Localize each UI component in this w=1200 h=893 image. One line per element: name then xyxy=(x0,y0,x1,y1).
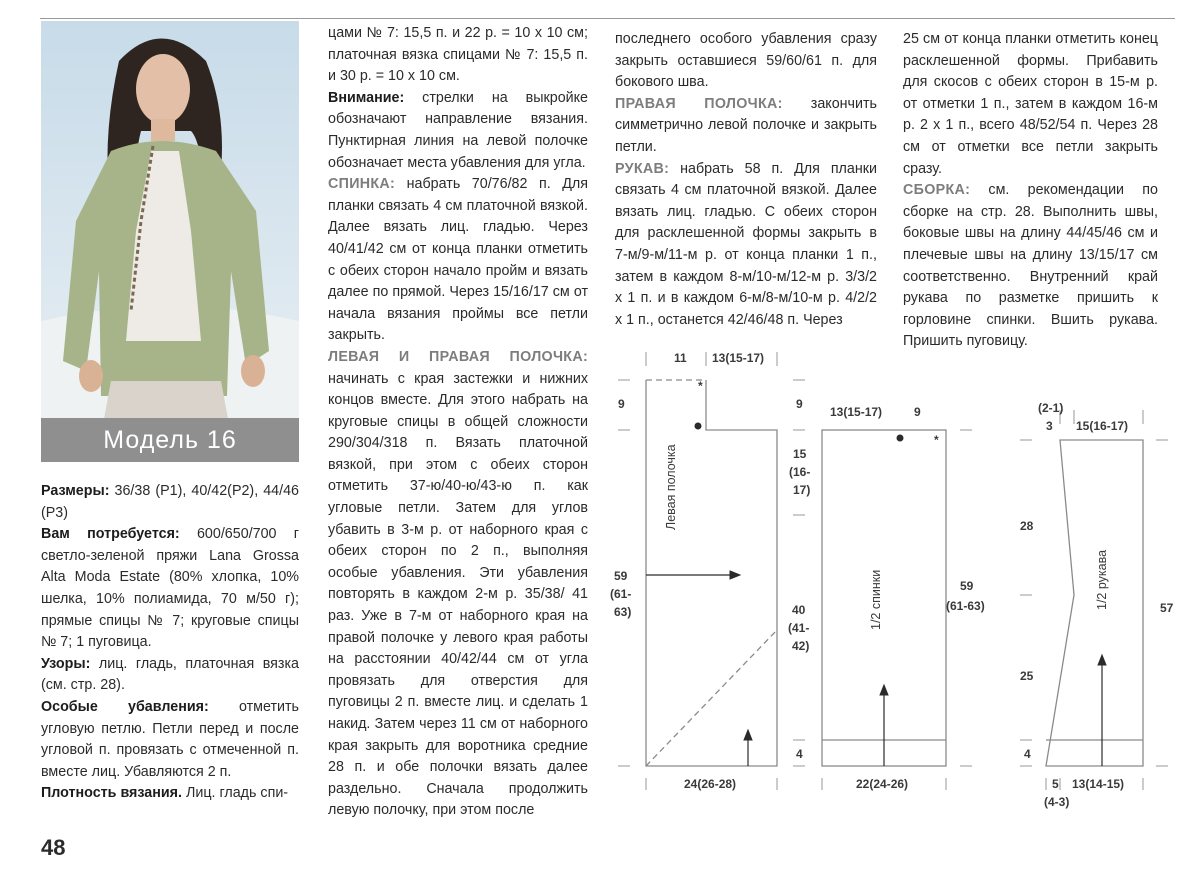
gauge-text: Лиц. гладь спи- xyxy=(182,785,289,802)
patterns-paragraph xyxy=(41,654,299,697)
patterns-label: Узоры: xyxy=(41,655,91,672)
front-left-dim-b: (61- xyxy=(610,587,632,601)
front-outline xyxy=(646,380,777,766)
sleeve-top-dim-b: 3 xyxy=(1046,419,1053,433)
materials-paragraph xyxy=(41,524,299,654)
front-bottom-dim: 24(26-28) xyxy=(684,777,737,791)
band-dim: 4 xyxy=(796,747,803,761)
sleeve-top-dim-a: (2-1) xyxy=(1038,401,1064,415)
sleeve-bottom-dim-a: 5 xyxy=(1052,777,1059,791)
model-caption: Модель 16 xyxy=(41,418,299,462)
front-arrow xyxy=(730,571,740,579)
sleeve-right-dim: 57 xyxy=(1160,601,1174,615)
attention-paragraph xyxy=(328,88,588,174)
gauge-paragraph xyxy=(41,783,299,805)
assembly-heading: СБОРКА: xyxy=(903,182,971,199)
front-right-dim-b: (41- xyxy=(788,621,810,635)
back-text: набрать 70/76/82 п. Для планки связать 4 см платочной вязкой. Далее вязать лиц. гладью. Через 40/41/42 см от конца планки отметить с обеих сторон начало пройм и вязать далее по прямой. Через 15/16/17 см от начала вязания проймы все петли закрыть. xyxy=(328,176,588,344)
front-top-left-dim: 11 xyxy=(674,351,687,365)
materials-text: 600/650/700 г светло-зеленой пряжи Lana Grossa Alta Moda Estate (80% хлопка, 10% шелка, 10% полиамида, 70 м/50 г); прямые спицы № 7; круговые спицы № 7; 1 пуговица. xyxy=(41,526,299,651)
armhole-dim-a: 15 xyxy=(793,447,807,461)
back-bottom-dim: 22(24-26) xyxy=(856,777,909,791)
front-left-dim-a: 59 xyxy=(614,569,628,583)
sleeve-text: набрать 58 п. Для планки связать 4 см платочной вязкой. Далее вязать лиц. гладью. С обеих сторон для расклешенной формы закрыть в 7-м/9-м/11-м р. от конца планки 1 п., затем в каждом 8-м/10-м/12-м р. 3/3/2 х 1 п. и в каждом 6-м/8-м/10-м р. 4/2/2 х 1 п., останется 42/46/48 п. Через xyxy=(615,160,877,328)
sleeve-heading: РУКАВ: xyxy=(615,160,670,177)
back-up-arrow xyxy=(880,685,888,695)
front-right-dim-a: 40 xyxy=(792,603,806,617)
assembly-paragraph xyxy=(903,180,1158,353)
back-heading: СПИНКА: xyxy=(328,176,396,193)
back-right-dim-b: (61-63) xyxy=(946,599,985,613)
fronts-heading: ЛЕВАЯ И ПРАВАЯ ПОЛОЧКА: xyxy=(328,348,588,365)
front-up-arrow xyxy=(744,730,752,740)
assembly-text: см. рекомендации по сборке на стр. 28. Выполнить швы, боковые швы на длину 44/45/46 см и плечевые швы на длину 13/15/17 см соответственно. Внутренний край рукава по разметке пришить к горловине спинки. Вшить рукава. Пришить пуговицу. xyxy=(903,182,1158,350)
gauge-continued: цами № 7: 15,5 п. и 22 р. = 10 х 10 см; платочная вязка спицами № 7: 15,5 п. и 30 р. = 10 х 10 см. xyxy=(328,25,588,85)
back-right-dim-a: 59 xyxy=(960,579,974,593)
front-star: * xyxy=(698,379,703,393)
gauge-label: Плотность вязания. xyxy=(41,785,182,802)
front-piece-label: Левая полочка xyxy=(664,444,678,530)
fronts-paragraph xyxy=(328,347,588,822)
sizes-text: 36/38 (Р1), 40/42(Р2), 44/46 (Р3) xyxy=(41,483,299,521)
sleeve-top-dim-c: 15(16-17) xyxy=(1076,419,1129,433)
sleeve-up-arrow xyxy=(1098,655,1106,665)
fronts-text: начинать с края застежки и нижних концов вместе. Для этого набрать на круговые спицы в общей сложности 290/304/318 п. Вязать платочной вязкой, при этом с обеих сторон отметить 37-ю/40-ю/43-ю п. как угловые петли. Затем для углов убавить в 3-м р. от наборного края с обеих сторон по 2 п., выполняя особые убавления. Эти убавления повторять в каждом 2-м р. 35/38/ 41 раз. Уже в 7-м от наборного края на правой полочке у левого края работы на расстоянии 40/42/44 см от угла провязать для отверстия для пуговицы 2 п. вместе лиц. и сделать 1 накид. Затем через 11 см от наборного края закрыть для воротника средние 28 п. и обе полочки вязать далее раздельно. Сначала продолжить левую полочку, при этом после xyxy=(328,370,588,819)
decreases-text: отметить угловую петлю. Петли перед и после угловой п. провязать с отмеченной п. вместе лиц. Убавляются 2 п. xyxy=(41,698,299,780)
front-right-dim-c: 42) xyxy=(792,639,810,653)
right-front-heading: ПРАВАЯ ПОЛОЧКА: xyxy=(615,95,783,112)
page-number: 48 xyxy=(41,835,66,860)
back-piece-label: 1/2 спинки xyxy=(869,569,883,630)
fronts-continued: последнего особого убавления сразу закрыть оставшиеся 59/60/61 п. для бокового шва. xyxy=(615,31,877,91)
front-left-dim-c: 63) xyxy=(614,605,632,619)
sleeve-continued: 25 см от конца планки отметить конец расклешенной формы. Прибавить для скосов с обеих сторон в 15-м р. от отметки 1 п., затем в каждом 16-м р. 2 х 1 п., всего 48/52/54 п. Через 28 см от отметки все петли закрыть сразу. xyxy=(903,31,1158,177)
materials-label: Вам потребуется: xyxy=(41,526,180,543)
attention-text: стрелки на выкройке обозначают направление вязания. Пунктирная линия на левой полочке обозначает места убавления для угла. xyxy=(328,89,588,171)
armhole-dim-c: 17) xyxy=(793,483,811,497)
column-4 xyxy=(903,29,1158,353)
sleeve-bottom-dim-b: 13(14-15) xyxy=(1072,777,1125,791)
armhole-dim-b: (16- xyxy=(789,465,811,479)
model-photo xyxy=(41,21,299,462)
patterns-text: лиц. гладь, платочная вязка (см. стр. 28). xyxy=(41,655,299,694)
front-left-top-dim: 9 xyxy=(618,397,625,411)
armhole-top-dim: 9 xyxy=(796,397,803,411)
attention-label: Внимание: xyxy=(328,89,405,106)
sleeve-bottom-dim-c: (4-3) xyxy=(1044,795,1070,809)
back-paragraph xyxy=(328,174,588,347)
sleeve-piece-label: 1/2 рукава xyxy=(1095,549,1109,610)
back-marker-dot xyxy=(897,435,903,441)
right-front-paragraph xyxy=(615,94,877,159)
sizes-label: Размеры: xyxy=(41,483,110,499)
sizes-paragraph xyxy=(41,481,299,524)
back-top-right-dim: 9 xyxy=(914,405,921,419)
top-rule xyxy=(40,18,1175,19)
sleeve-paragraph xyxy=(615,159,877,332)
pattern-schematics xyxy=(600,340,1190,820)
model-illustration xyxy=(41,21,299,462)
back-star: * xyxy=(934,433,939,447)
front-top-right-dim: 13(15-17) xyxy=(712,351,765,365)
right-front-text: закончить симметрично левой полочке и закрыть петли. xyxy=(615,95,877,155)
sleeve-left-dim-25: 25 xyxy=(1020,669,1034,683)
column-3 xyxy=(615,29,877,331)
decreases-paragraph xyxy=(41,697,299,783)
front-diagonal-dashed xyxy=(646,630,777,766)
back-top-left-dim: 13(15-17) xyxy=(830,405,883,419)
front-marker-dot xyxy=(695,423,701,429)
column-2 xyxy=(328,23,588,822)
column-1 xyxy=(41,481,299,805)
sleeve-left-dim-4: 4 xyxy=(1024,747,1031,761)
decreases-label: Особые убавления: xyxy=(41,698,209,715)
sleeve-left-dim-28: 28 xyxy=(1020,519,1034,533)
